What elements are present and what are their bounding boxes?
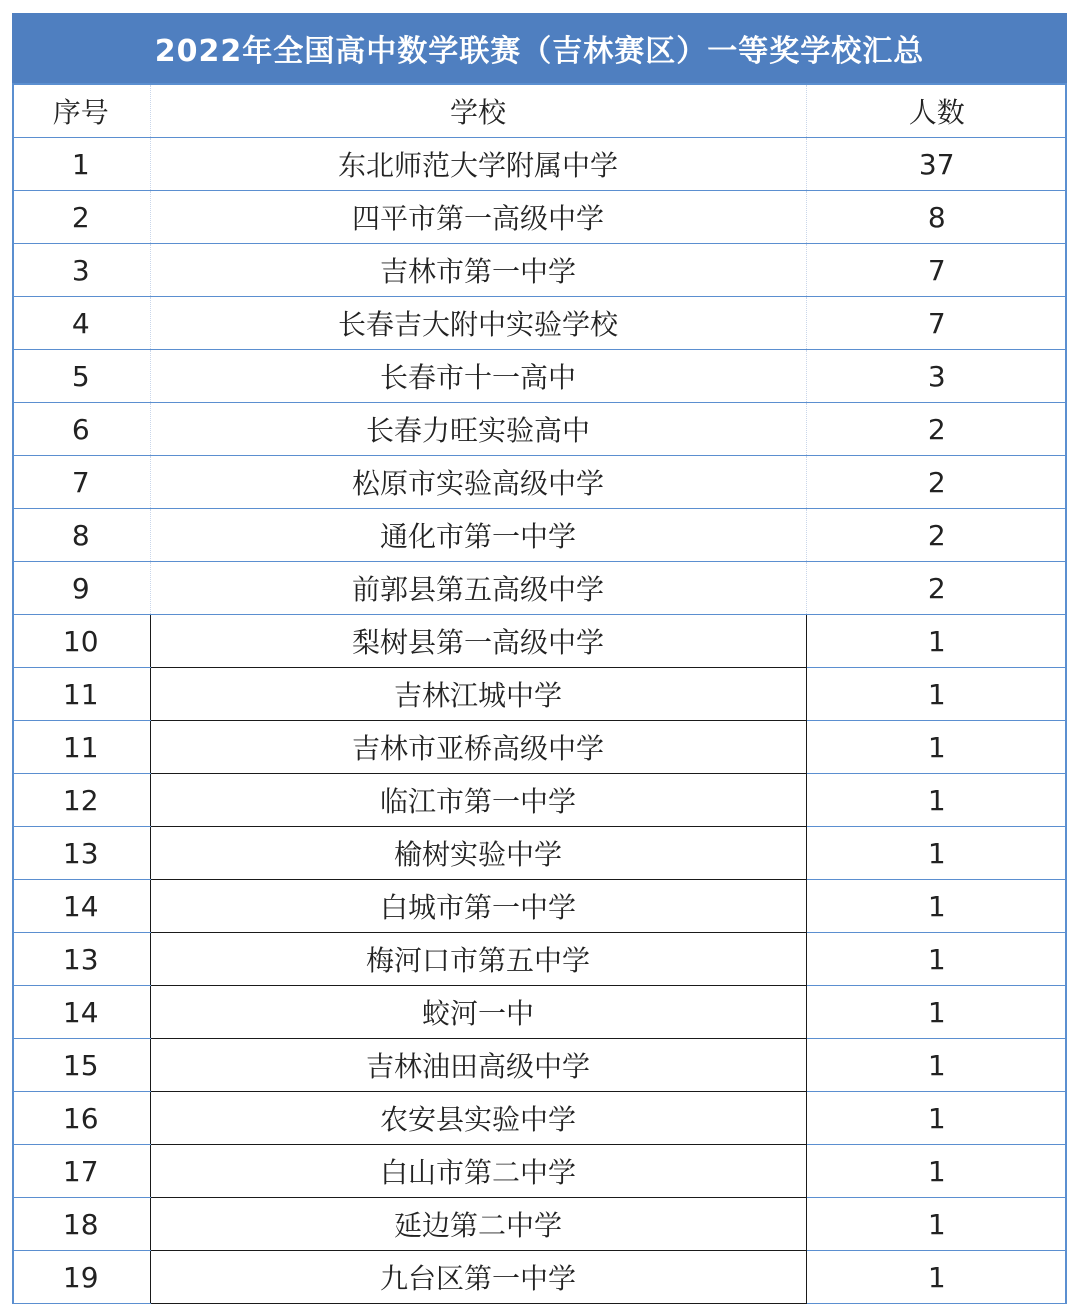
row-index: 19 bbox=[12, 1251, 150, 1304]
table-row bbox=[12, 1251, 1067, 1304]
table-row bbox=[12, 721, 1067, 774]
row-count: 1 bbox=[806, 721, 1067, 774]
row-index: 13 bbox=[12, 933, 150, 986]
table-row bbox=[12, 668, 1067, 721]
row-count: 7 bbox=[806, 244, 1067, 297]
column-header-index: 序号 bbox=[12, 84, 150, 138]
table-row bbox=[12, 191, 1067, 244]
table-frame-left bbox=[12, 83, 14, 1304]
row-count: 8 bbox=[806, 191, 1067, 244]
row-index: 5 bbox=[12, 350, 150, 403]
row-school: 长春吉大附中实验学校 bbox=[150, 297, 806, 350]
table-row bbox=[12, 244, 1067, 297]
table-title: 2022年全国高中数学联赛（吉林赛区）一等奖学校汇总 bbox=[12, 13, 1067, 83]
table-row bbox=[12, 403, 1067, 456]
row-index: 4 bbox=[12, 297, 150, 350]
table-row bbox=[12, 615, 1067, 668]
row-count: 1 bbox=[806, 1145, 1067, 1198]
table-row bbox=[12, 350, 1067, 403]
table-row bbox=[12, 138, 1067, 191]
row-school: 九台区第一中学 bbox=[150, 1251, 806, 1304]
table-row bbox=[12, 827, 1067, 880]
row-school: 吉林油田高级中学 bbox=[150, 1039, 806, 1092]
row-school: 白城市第一中学 bbox=[150, 880, 806, 933]
row-index: 3 bbox=[12, 244, 150, 297]
row-index: 10 bbox=[12, 615, 150, 668]
row-count: 1 bbox=[806, 774, 1067, 827]
row-count: 2 bbox=[806, 562, 1067, 615]
row-index: 15 bbox=[12, 1039, 150, 1092]
row-school: 榆树实验中学 bbox=[150, 827, 806, 880]
table-row bbox=[12, 509, 1067, 562]
row-index: 9 bbox=[12, 562, 150, 615]
row-count: 7 bbox=[806, 297, 1067, 350]
row-index: 11 bbox=[12, 721, 150, 774]
row-school: 吉林江城中学 bbox=[150, 668, 806, 721]
row-index: 12 bbox=[12, 774, 150, 827]
row-school: 临江市第一中学 bbox=[150, 774, 806, 827]
row-index: 8 bbox=[12, 509, 150, 562]
row-count: 1 bbox=[806, 880, 1067, 933]
row-index: 14 bbox=[12, 880, 150, 933]
row-count: 1 bbox=[806, 1198, 1067, 1251]
table-frame-right bbox=[1065, 83, 1067, 1304]
row-school: 农安县实验中学 bbox=[150, 1092, 806, 1145]
row-count: 2 bbox=[806, 403, 1067, 456]
header-row bbox=[12, 84, 1067, 138]
table-row bbox=[12, 933, 1067, 986]
table-body bbox=[12, 138, 1067, 1304]
row-school: 四平市第一高级中学 bbox=[150, 191, 806, 244]
table-row bbox=[12, 297, 1067, 350]
row-index: 13 bbox=[12, 827, 150, 880]
row-index: 11 bbox=[12, 668, 150, 721]
table-row bbox=[12, 1039, 1067, 1092]
row-school: 白山市第二中学 bbox=[150, 1145, 806, 1198]
row-count: 2 bbox=[806, 456, 1067, 509]
row-index: 1 bbox=[12, 138, 150, 191]
row-index: 14 bbox=[12, 986, 150, 1039]
row-index: 2 bbox=[12, 191, 150, 244]
table-row bbox=[12, 880, 1067, 933]
row-index: 18 bbox=[12, 1198, 150, 1251]
row-index: 17 bbox=[12, 1145, 150, 1198]
row-school: 吉林市第一中学 bbox=[150, 244, 806, 297]
row-school: 长春市十一高中 bbox=[150, 350, 806, 403]
row-count: 1 bbox=[806, 827, 1067, 880]
row-count: 1 bbox=[806, 1039, 1067, 1092]
row-count: 2 bbox=[806, 509, 1067, 562]
row-school: 通化市第一中学 bbox=[150, 509, 806, 562]
table-row bbox=[12, 1145, 1067, 1198]
row-index: 6 bbox=[12, 403, 150, 456]
winners-table bbox=[12, 83, 1067, 1304]
row-school: 前郭县第五高级中学 bbox=[150, 562, 806, 615]
row-count: 1 bbox=[806, 668, 1067, 721]
row-count: 1 bbox=[806, 986, 1067, 1039]
row-school: 梨树县第一高级中学 bbox=[150, 615, 806, 668]
table-row bbox=[12, 456, 1067, 509]
column-header-school: 学校 bbox=[150, 84, 806, 138]
row-index: 7 bbox=[12, 456, 150, 509]
row-school: 吉林市亚桥高级中学 bbox=[150, 721, 806, 774]
table-row bbox=[12, 562, 1067, 615]
row-school: 梅河口市第五中学 bbox=[150, 933, 806, 986]
row-count: 3 bbox=[806, 350, 1067, 403]
row-school: 长春力旺实验高中 bbox=[150, 403, 806, 456]
row-count: 1 bbox=[806, 933, 1067, 986]
row-count: 1 bbox=[806, 615, 1067, 668]
table-row bbox=[12, 986, 1067, 1039]
table-row bbox=[12, 1092, 1067, 1145]
row-index: 16 bbox=[12, 1092, 150, 1145]
table-row bbox=[12, 1198, 1067, 1251]
row-school: 延边第二中学 bbox=[150, 1198, 806, 1251]
row-count: 37 bbox=[806, 138, 1067, 191]
summary-sheet bbox=[12, 13, 1067, 1304]
row-count: 1 bbox=[806, 1251, 1067, 1304]
table-row bbox=[12, 774, 1067, 827]
row-school: 蛟河一中 bbox=[150, 986, 806, 1039]
row-count: 1 bbox=[806, 1092, 1067, 1145]
column-header-count: 人数 bbox=[806, 84, 1067, 138]
row-school: 东北师范大学附属中学 bbox=[150, 138, 806, 191]
row-school: 松原市实验高级中学 bbox=[150, 456, 806, 509]
